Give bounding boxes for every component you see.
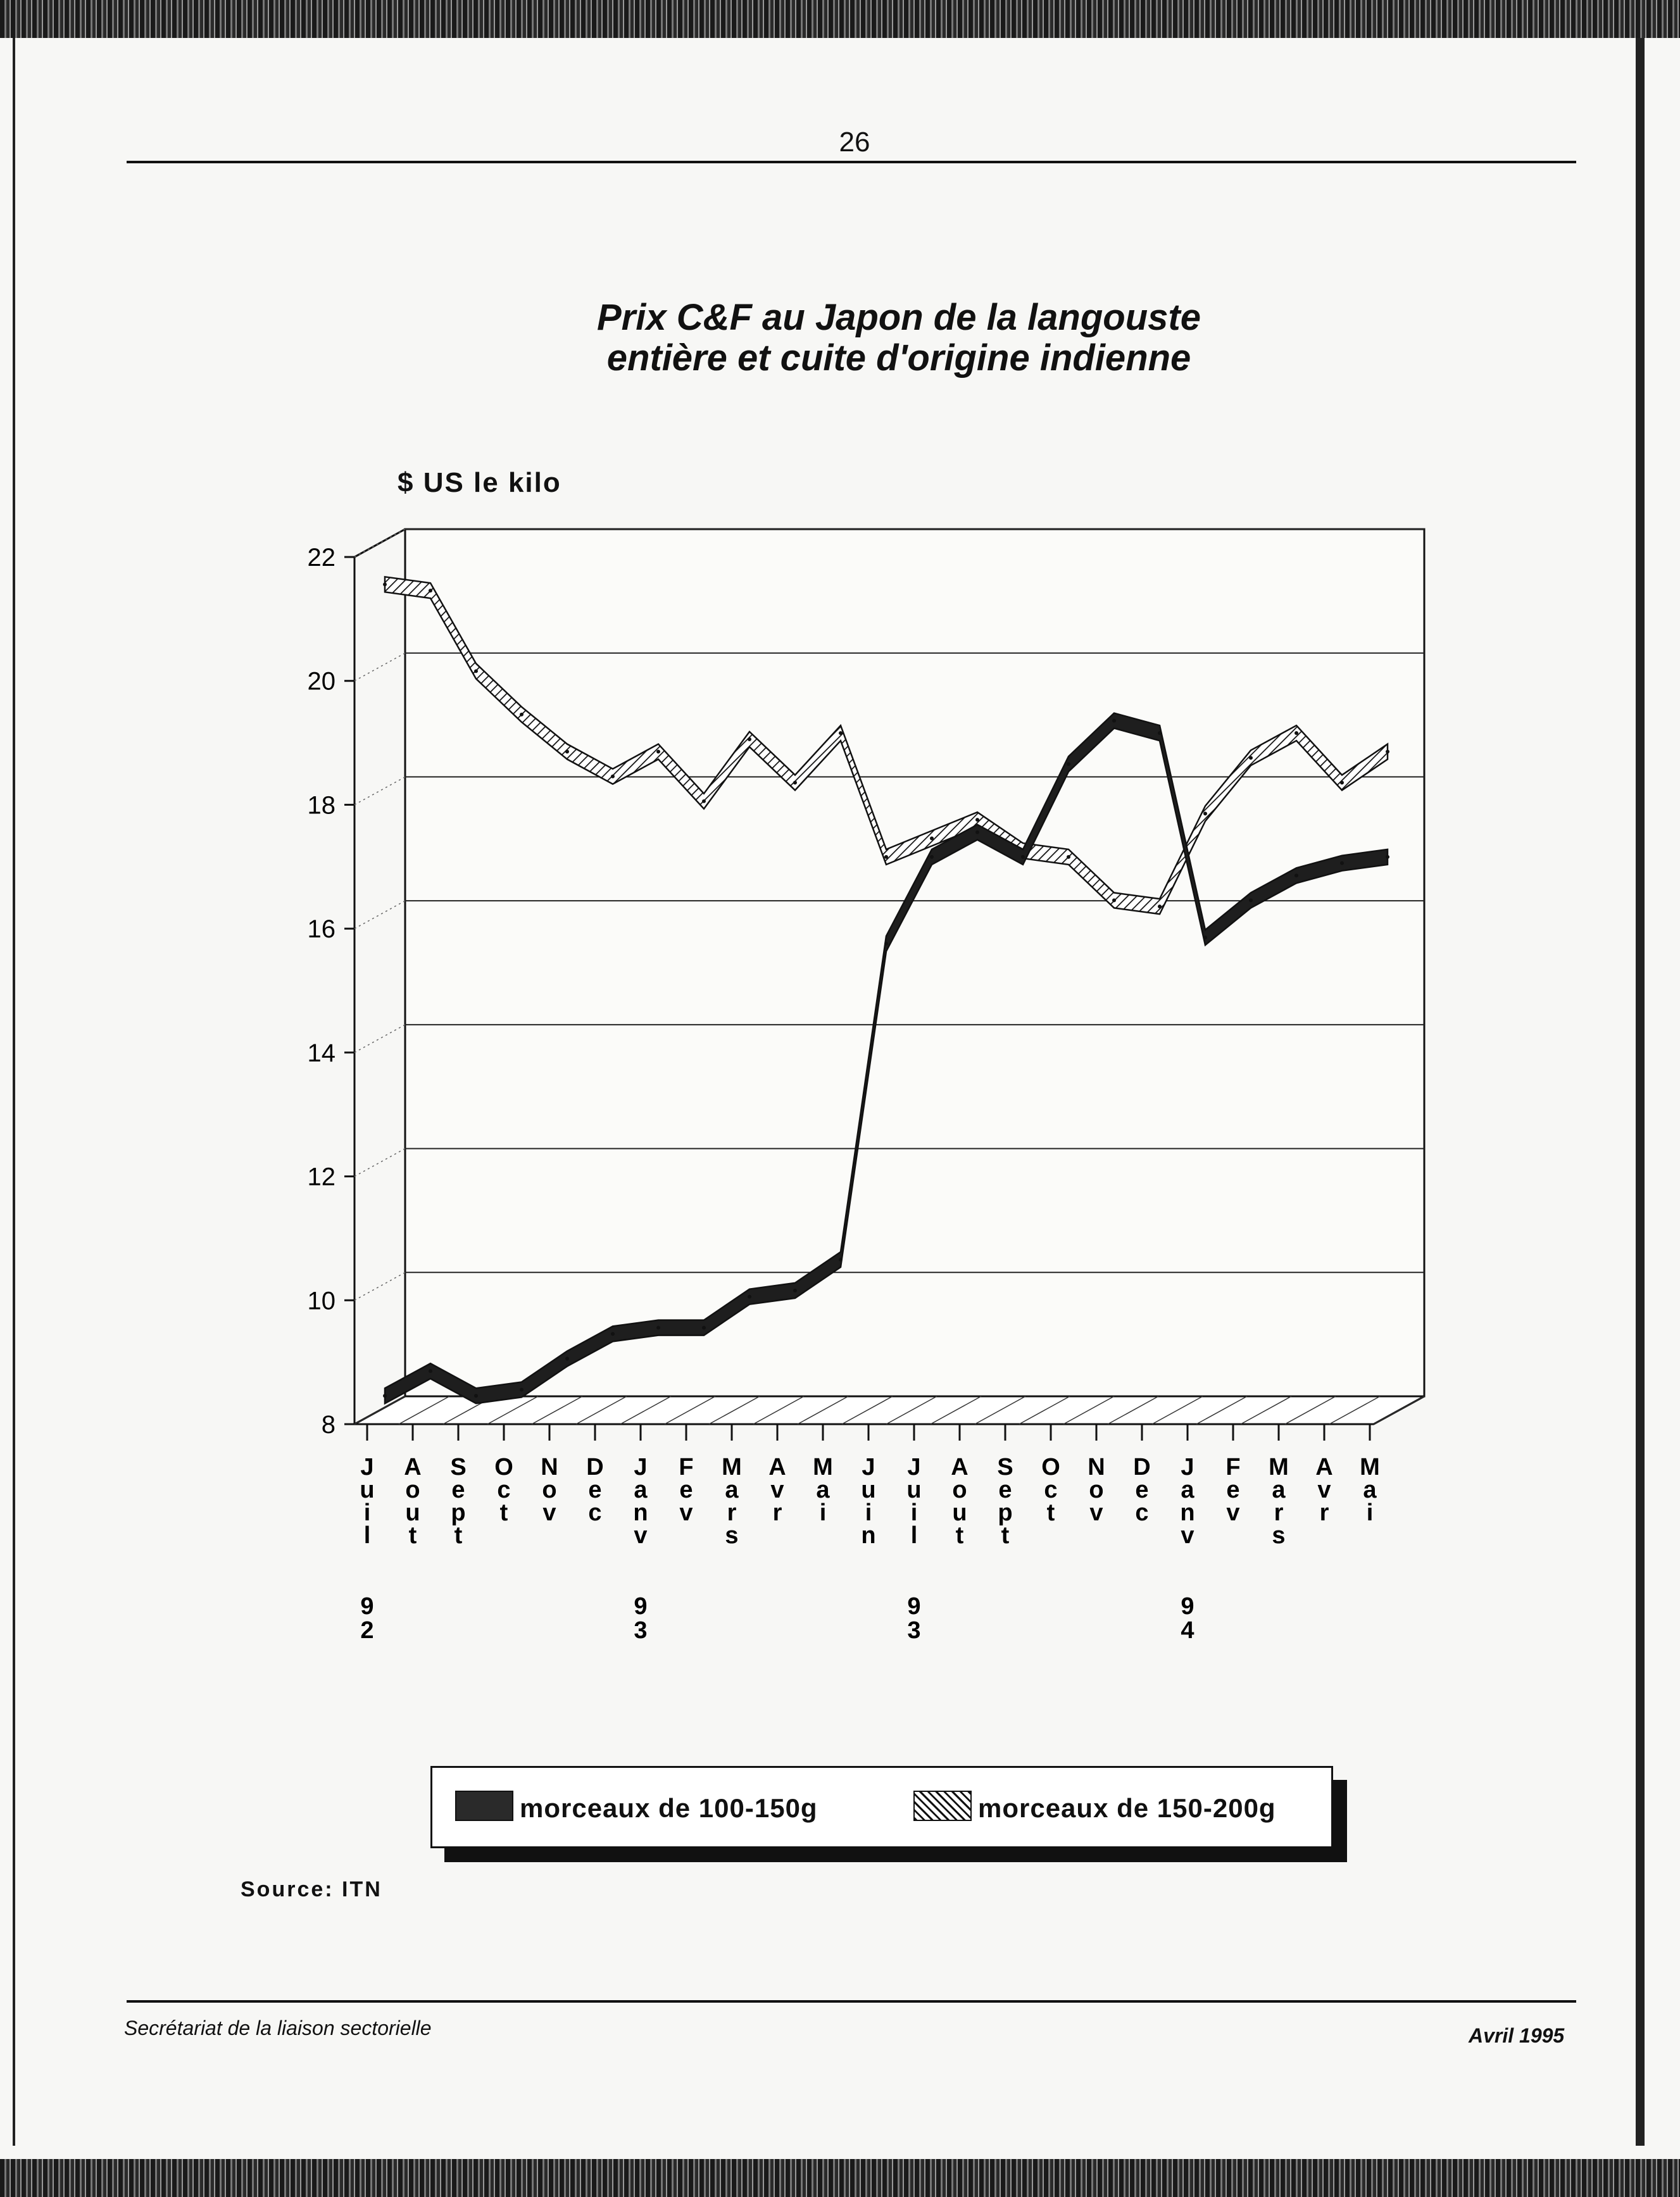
x-tick-label-letter: t [454,1522,463,1549]
page-number: 26 [839,127,870,158]
x-tick-label-year: 4 [1181,1617,1194,1644]
x-tick-label-letter: a [1272,1477,1286,1503]
x-tick-label-letter: c [497,1477,511,1503]
x-tick-label-letter: e [451,1477,465,1503]
x-tick-label-letter: v [634,1522,648,1549]
y-tick-label: 22 [307,544,335,572]
series-150-200g-point [474,669,478,673]
series-100-150g-point [474,1394,478,1398]
legend-swatch-hatched [913,1791,972,1821]
x-tick-label-letter: D [1133,1454,1151,1480]
x-tick-label-letter: J [862,1454,875,1480]
series-150-200g-point [1158,904,1162,908]
series-100-150g-point [930,855,934,859]
x-tick-label-letter: a [725,1477,739,1503]
legend-swatch-solid [455,1791,513,1821]
x-tick-label-letter: u [360,1477,375,1503]
x-tick-label-letter: O [494,1454,513,1480]
series-100-150g-point [1158,731,1162,735]
chart-title-line-2: entière et cuite d'origine indienne [606,337,1191,379]
source-note: Source: ITN [241,1877,382,1901]
legend [430,1766,1333,1848]
legend-label-100-150g: morceaux de 100-150g [520,1793,818,1823]
footer-organization: Secrétariat de la liaison sectorielle [124,2017,432,2039]
series-150-200g-point [565,750,569,754]
y-gridline-depth [354,653,405,681]
series-100-150g-point [1112,719,1116,723]
series-150-200g-point [839,731,843,735]
series-100-150g-point [1203,936,1207,939]
y-tick-label: 20 [307,667,335,696]
x-tick-label-letter: e [588,1477,602,1503]
x-tick-label-year: 2 [360,1617,374,1644]
series-100-150g-point [1294,873,1298,877]
x-tick-label-year: 9 [1181,1593,1194,1620]
x-tick-label-letter: a [634,1477,648,1503]
y-tick-label: 10 [307,1287,335,1315]
y-tick-label: 16 [307,915,335,944]
x-tick-label-letter: v [1181,1522,1194,1549]
series-150-200g-point [930,837,934,841]
x-tick-label-letter: t [499,1499,508,1526]
x-tick-label-letter: t [1001,1522,1010,1549]
x-tick-label-letter: u [906,1477,922,1503]
series-150-200g-point [1249,756,1253,760]
x-tick-label-letter: c [1135,1499,1149,1526]
legend-item-150-200g [913,1791,1276,1824]
x-tick-label-letter: S [997,1454,1013,1480]
x-tick-label-letter: D [586,1454,604,1480]
x-tick-label-year: 9 [634,1593,648,1620]
chart-title-line-1: Prix C&F au Japon de la langouste [597,297,1201,338]
y-gridline-depth [354,1025,405,1053]
x-tick-label-letter: r [1274,1499,1284,1526]
x-tick-label-letter: N [541,1454,558,1480]
series-100-150g-point [884,942,888,946]
series-150-200g-point [1386,750,1389,754]
series-150-200g-point [656,750,660,754]
chart-floor [354,1396,1424,1424]
series-100-150g-point [1021,855,1025,859]
series-100-150g-point [1067,762,1070,766]
y-gridline-depth [354,777,405,804]
y-gridline-depth [354,901,405,929]
x-tick-label-letter: o [952,1477,967,1503]
x-tick-label-letter: e [1135,1477,1149,1503]
x-tick-label-letter: N [1088,1454,1105,1480]
x-tick-label-letter: v [770,1477,784,1503]
footer-date: Avril 1995 [1469,2024,1565,2047]
series-100-150g-point [520,1387,523,1391]
x-tick-label-letter: M [1360,1454,1380,1480]
series-150-200g-point [429,589,432,592]
x-tick-label-letter: o [542,1477,557,1503]
series-150-200g-point [1294,731,1298,735]
x-tick-label-letter: F [1226,1454,1241,1480]
x-tick-label-letter: F [679,1454,694,1480]
x-tick-label-letter: l [910,1522,918,1549]
x-tick-label-letter: o [1089,1477,1104,1503]
y-gridline-depth [354,1272,405,1300]
x-tick-label-letter: n [861,1522,876,1549]
series-100-150g-point [656,1326,660,1330]
x-tick-label-letter: n [633,1499,648,1526]
x-tick-label-letter: J [1181,1454,1194,1480]
y-axis-label: $ US le kilo [398,467,561,498]
x-tick-label-letter: c [588,1499,602,1526]
x-tick-label-letter: s [725,1522,739,1549]
x-tick-label-letter: l [363,1522,371,1549]
x-tick-label-year: 9 [907,1593,921,1620]
series-100-150g-point [748,1295,751,1299]
series-100-150g-point [429,1369,432,1373]
series-150-200g-point [611,775,615,779]
series-100-150g-point [611,1332,615,1336]
series-150-200g-point [1112,898,1116,902]
x-tick-label-letter: J [907,1454,921,1480]
series-150-200g-point [1340,780,1344,784]
x-tick-label-letter: e [1226,1477,1240,1503]
x-tick-label-letter: r [1319,1499,1329,1526]
series-100-150g-point [702,1326,706,1330]
x-tick-label-letter: S [450,1454,467,1480]
footer-rule [127,2000,1576,2003]
chart-back-wall [405,529,1424,1396]
x-tick-label-letter: M [1269,1454,1289,1480]
x-tick-label-letter: a [816,1477,830,1503]
y-gridline-depth [354,1149,405,1177]
x-tick-label-letter: u [405,1499,420,1526]
x-tick-label-letter: n [1180,1499,1195,1526]
x-tick-label-letter: c [1044,1477,1058,1503]
series-150-200g-point [884,855,888,859]
x-tick-label-year: 9 [360,1593,374,1620]
x-tick-label-letter: r [727,1499,737,1526]
legend-item-100-150g [455,1791,818,1824]
series-150-200g-point [383,582,387,586]
x-tick-label-letter: r [772,1499,782,1526]
x-tick-label-letter: a [1181,1477,1194,1503]
series-100-150g-point [1340,861,1344,865]
series-100-150g-point [793,1289,797,1293]
series-150-200g-point [702,799,706,803]
x-tick-label-year: 3 [634,1617,648,1644]
x-tick-label-letter: M [722,1454,742,1480]
x-tick-label-letter: e [998,1477,1012,1503]
x-tick-label-letter: o [405,1477,420,1503]
x-tick-label-letter: A [404,1454,422,1480]
x-tick-label-letter: i [910,1499,918,1526]
series-100-150g-point [1249,898,1253,902]
x-tick-label-letter: i [1366,1499,1374,1526]
x-tick-label-letter: A [1315,1454,1333,1480]
x-tick-label-letter: e [679,1477,693,1503]
x-tick-label-letter: a [1363,1477,1377,1503]
y-tick-label: 18 [307,791,335,820]
x-tick-label-letter: p [998,1499,1013,1526]
x-tick-label-letter: A [951,1454,969,1480]
series-150-200g-point [748,737,751,741]
x-tick-label-letter: v [542,1499,556,1526]
series-100-150g-point [383,1394,387,1398]
y-tick-label: 12 [307,1163,335,1191]
x-tick-label-letter: p [451,1499,466,1526]
series-100-150g-point [839,1258,843,1261]
x-tick-label-letter: i [819,1499,827,1526]
x-tick-label-letter: t [955,1522,964,1549]
x-tick-label-letter: M [813,1454,833,1480]
x-tick-label-letter: v [679,1499,693,1526]
y-tick-label: 14 [307,1039,335,1067]
x-tick-label-letter: J [360,1454,374,1480]
x-tick-label-year: 3 [907,1617,921,1644]
x-tick-label-letter: i [865,1499,872,1526]
x-tick-label-letter: u [861,1477,876,1503]
x-tick-label-letter: v [1226,1499,1240,1526]
x-tick-label-letter: v [1317,1477,1331,1503]
series-150-200g-point [975,818,979,822]
x-tick-label-letter: t [1046,1499,1055,1526]
y-tick-label: 8 [321,1411,335,1439]
series-150-200g-point [793,780,797,784]
x-tick-label-letter: J [634,1454,648,1480]
series-150-200g-point [1067,855,1070,859]
series-100-150g-point [565,1357,569,1361]
x-tick-label-letter: t [408,1522,417,1549]
x-tick-label-letter: O [1041,1454,1060,1480]
series-150-200g-point [1203,811,1207,815]
x-tick-label-letter: u [952,1499,967,1526]
x-tick-label-letter: A [768,1454,786,1480]
series-150-200g-point [520,713,523,717]
x-tick-label-letter: v [1089,1499,1103,1526]
depth-edge-top [354,529,405,557]
legend-label-150-200g: morceaux de 150-200g [978,1793,1276,1823]
series-100-150g-point [1386,855,1389,859]
x-tick-label-letter: i [363,1499,371,1526]
series-100-150g-point [975,830,979,834]
x-tick-label-letter: s [1272,1522,1286,1549]
